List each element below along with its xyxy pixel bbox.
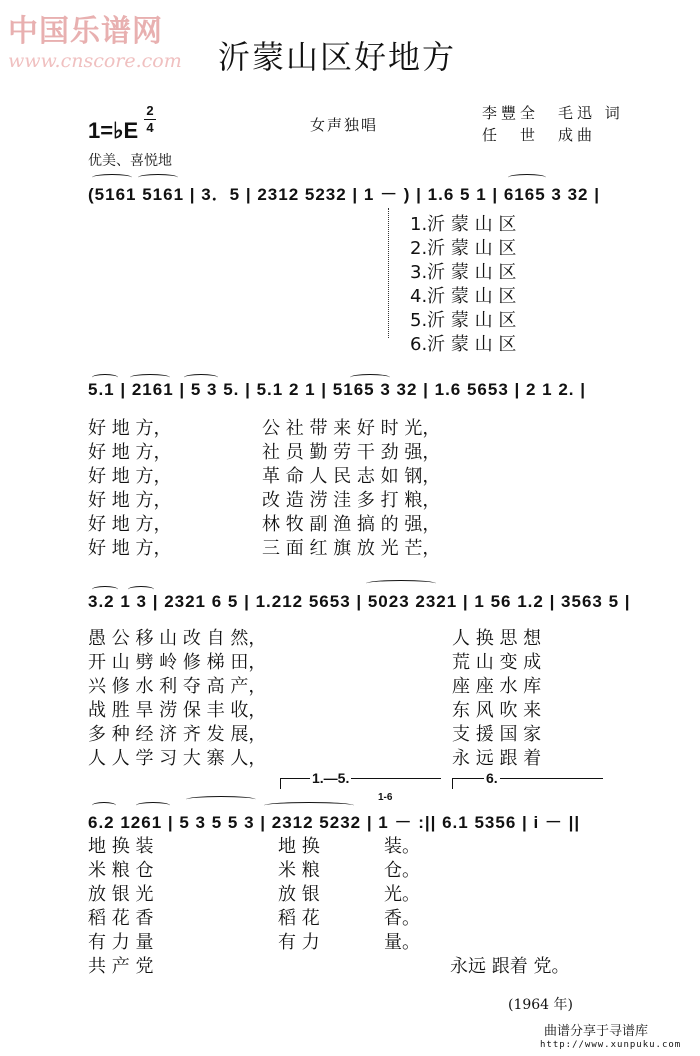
- system-3-notes: 3.2 1 3 | 2321 6 5 | 1.212 5653 | 5023 2321 | 1 56 1.2 | 3563 5 |: [88, 592, 631, 611]
- lyric-line: 革 命 人 民 志 如 钢，: [262, 466, 441, 487]
- verse-start: 4.沂 蒙 山 区: [410, 286, 517, 307]
- time-signature: [144, 104, 156, 135]
- volta-first-label: 1.—5.: [312, 770, 350, 786]
- key-signature: 1=♭E: [88, 118, 139, 143]
- lyric-line: 稻 花 香: [88, 908, 154, 929]
- slur: [350, 374, 390, 381]
- lyric-line: 好 地 方，: [88, 514, 172, 535]
- lyric-line: 共 产 党: [88, 956, 154, 977]
- lyric-line: 座 座 水 库: [452, 676, 542, 697]
- lyric-line: 愚 公 移 山 改 自 然，: [88, 628, 267, 649]
- lyric-line: 改 造 涝 洼 多 打 粮，: [262, 490, 441, 511]
- dotted-guide: [388, 208, 389, 338]
- slur: [130, 374, 170, 381]
- slur: [92, 174, 132, 181]
- lyric-line: 永 远 跟 着: [452, 748, 542, 769]
- lyric-line: 人 换 思 想: [452, 628, 542, 649]
- system-1-notes: (5161 5161 | 3．5 | 2312 5232 | 1 － ) | 1.6 5 1 | 6165 3 32 |: [88, 185, 600, 204]
- system-4-notes: 6.2 1261 | 5 3 5 5 3 | 2312 5232 | 1 － :|| 6.1 5356 | i － ||: [88, 813, 581, 832]
- lyric-line: 放 银: [278, 884, 320, 905]
- verse-start: 5.沂 蒙 山 区: [410, 310, 517, 331]
- verse-start: 6.沂 蒙 山 区: [410, 334, 517, 355]
- meter-top: 2: [146, 103, 154, 118]
- lyric-line: 战 胜 旱 涝 保 丰 收，: [88, 700, 267, 721]
- slur: [186, 796, 256, 803]
- site-url: http://www.xunpuku.com: [540, 1040, 682, 1050]
- lyric-line: 仓。: [384, 860, 420, 881]
- slur: [92, 374, 118, 381]
- lyric-line: 好 地 方，: [88, 538, 172, 559]
- lyric-line: 好 地 方，: [88, 418, 172, 439]
- meter-bottom: 4: [146, 120, 154, 135]
- system-2-notes: 5.1 | 2161 | 5 3 5. | 5.1 2 1 | 5165 3 32 | 1.6 5653 | 2 1 2. |: [88, 380, 587, 399]
- lyric-line: 米 粮: [278, 860, 320, 881]
- lyric-line: 有 力: [278, 932, 320, 953]
- slur: [136, 802, 170, 809]
- watermark-url: www.cnscore.com: [8, 50, 182, 72]
- lyric-line: 多 种 经 济 齐 发 展，: [88, 724, 267, 745]
- lyric-line: 好 地 方，: [88, 466, 172, 487]
- lyric-line: 公 社 带 来 好 时 光，: [262, 418, 441, 439]
- lyric-line: 香。: [384, 908, 420, 929]
- tempo-marking: 优美、喜悦地: [88, 153, 172, 169]
- volta-second-label: 6.: [486, 770, 498, 786]
- lyric-line: 好 地 方，: [88, 442, 172, 463]
- lyric-line: 开 山 劈 岭 修 梯 田，: [88, 652, 267, 673]
- verse-start: 3.沂 蒙 山 区: [410, 262, 517, 283]
- volta-first: [280, 778, 441, 789]
- lyric-line: 地 换: [278, 836, 320, 857]
- slur: [138, 174, 178, 181]
- lyric-line: 支 援 国 家: [452, 724, 542, 745]
- verse-start: 1.沂 蒙 山 区: [410, 214, 517, 235]
- slur: [184, 374, 218, 381]
- lyric-line: 好 地 方，: [88, 490, 172, 511]
- lyric-line: 社 员 勤 劳 干 劲 强，: [262, 442, 441, 463]
- volta-second: [452, 778, 603, 789]
- watermark-site-name: 中国乐谱网: [8, 14, 163, 49]
- verse-start: 2.沂 蒙 山 区: [410, 238, 517, 259]
- slur: [128, 586, 154, 593]
- lyric-line: 东 风 吹 来: [452, 700, 542, 721]
- lyric-line: 米 粮 仓: [88, 860, 154, 881]
- ending-lyric: 永远 跟着 党。: [450, 956, 570, 977]
- lyric-line: 三 面 红 旗 放 光 芒，: [262, 538, 441, 559]
- lyricist-credit: 李豐全 毛迅 词: [482, 104, 624, 122]
- share-caption: 曲谱分享于寻谱库: [544, 1024, 649, 1039]
- lyric-line: 光。: [384, 884, 420, 905]
- lyric-line: 林 牧 副 渔 搞 的 强，: [262, 514, 441, 535]
- lyric-line: 装。: [384, 836, 420, 857]
- composer-credit: 任 世 成曲: [482, 126, 597, 144]
- slur: [264, 802, 354, 809]
- lyric-line: 人 人 学 习 大 寨 人，: [88, 748, 267, 769]
- repeat-count: 1-6: [378, 792, 393, 803]
- year: (1964 年): [508, 997, 574, 1013]
- performance-note: 女声独唱: [310, 116, 379, 134]
- lyric-line: 放 银 光: [88, 884, 154, 905]
- slur: [366, 580, 436, 587]
- slur: [92, 586, 118, 593]
- lyric-line: 兴 修 水 利 夺 高 产，: [88, 676, 267, 697]
- lyric-line: 有 力 量: [88, 932, 154, 953]
- slur: [508, 174, 546, 181]
- lyric-line: 量。: [384, 932, 420, 953]
- lyric-line: 稻 花: [278, 908, 320, 929]
- slur: [92, 802, 116, 809]
- lyric-line: 荒 山 变 成: [452, 652, 542, 673]
- song-title: 沂蒙山区好地方: [218, 38, 457, 76]
- lyric-line: 地 换 装: [88, 836, 154, 857]
